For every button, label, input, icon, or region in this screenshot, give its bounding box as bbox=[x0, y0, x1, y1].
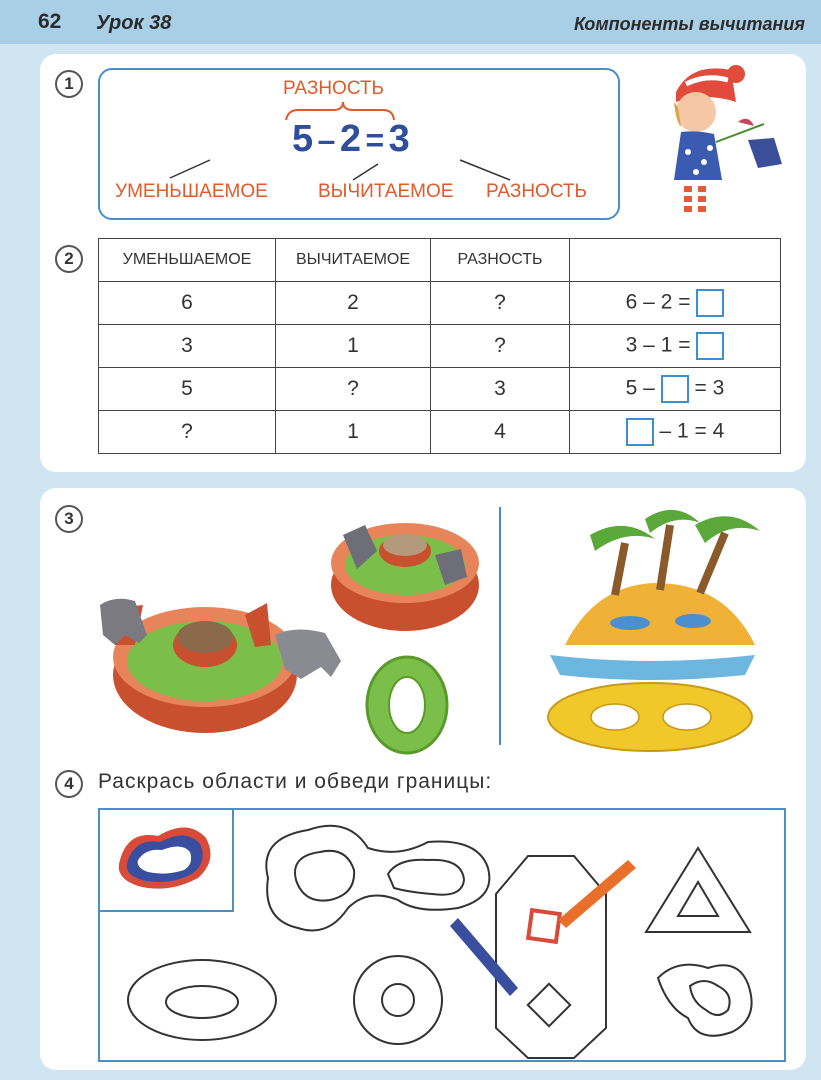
closed-fence-enclosure bbox=[331, 523, 479, 631]
header-expression bbox=[570, 239, 781, 282]
cell-subtrahend: ? bbox=[276, 368, 431, 411]
formula-equation bbox=[292, 118, 410, 161]
difference-label: РАЗНОСТЬ bbox=[486, 181, 588, 202]
cell-minuend: 6 bbox=[99, 282, 276, 325]
palm-island-illustration bbox=[550, 510, 760, 680]
cell-minuend: 3 bbox=[99, 325, 276, 368]
blue-pencil-icon bbox=[450, 918, 518, 996]
formula-minuend: 5 bbox=[292, 118, 314, 160]
table-header-row bbox=[99, 239, 781, 282]
cell-difference: ? bbox=[431, 325, 570, 368]
cell-minuend: ? bbox=[99, 411, 276, 454]
outline-ellipse-shape bbox=[128, 960, 276, 1040]
expression-left: 6 – 2 = bbox=[625, 290, 691, 314]
subtrahend-label: ВЫЧИТАЕМОЕ bbox=[318, 181, 454, 202]
difference-label-top: РАЗНОСТЬ bbox=[283, 78, 385, 99]
header-subtrahend: ВЫЧИТАЕМОЕ bbox=[276, 239, 431, 282]
outline-small-blob-shape bbox=[658, 965, 752, 1036]
yellow-oval-shape bbox=[548, 683, 752, 751]
outline-triangle-shape bbox=[646, 848, 750, 932]
answer-box[interactable] bbox=[696, 332, 724, 360]
orange-pencil-icon bbox=[558, 860, 636, 928]
formula-subtrahend: 2 bbox=[339, 118, 361, 160]
answer-box[interactable] bbox=[661, 375, 689, 403]
subtraction-table bbox=[98, 238, 781, 454]
cell-difference: ? bbox=[431, 282, 570, 325]
coloring-shapes bbox=[98, 808, 784, 1060]
outline-ring-shape bbox=[354, 956, 442, 1044]
page-title: Компоненты вычитания bbox=[573, 14, 805, 34]
table-row bbox=[99, 411, 781, 454]
task-number-4: 4 bbox=[55, 770, 83, 798]
formula-minus: – bbox=[317, 122, 336, 158]
task-number-1: 1 bbox=[55, 70, 83, 98]
task-number-2: 2 bbox=[55, 245, 83, 273]
expression-left: 5 – bbox=[625, 376, 655, 400]
table-row bbox=[99, 368, 781, 411]
expression-left: 3 – 1 = bbox=[625, 333, 691, 357]
task3-illustrations bbox=[95, 495, 795, 755]
cell-expression bbox=[570, 411, 781, 454]
header-difference: РАЗНОСТЬ bbox=[431, 239, 570, 282]
cell-subtrahend: 1 bbox=[276, 411, 431, 454]
page-number: 62 bbox=[38, 10, 62, 33]
cell-expression bbox=[570, 325, 781, 368]
expression-right: = 3 bbox=[694, 376, 725, 400]
answer-box[interactable] bbox=[696, 289, 724, 317]
cell-subtrahend: 2 bbox=[276, 282, 431, 325]
minuend-label: УМЕНЬШАЕМОЕ bbox=[115, 181, 268, 202]
expression-right: – 1 = 4 bbox=[659, 419, 725, 443]
cell-difference: 3 bbox=[431, 368, 570, 411]
table-row bbox=[99, 282, 781, 325]
girl-with-flower-illustration bbox=[636, 62, 796, 222]
formula-equals: = bbox=[365, 122, 385, 158]
cell-expression bbox=[570, 368, 781, 411]
cell-difference: 4 bbox=[431, 411, 570, 454]
cell-subtrahend: 1 bbox=[276, 325, 431, 368]
outline-hexagon-shape bbox=[496, 856, 606, 1058]
outline-blob-shape bbox=[266, 826, 489, 931]
formula-difference: 3 bbox=[388, 118, 410, 160]
lesson-title: Урок 38 bbox=[96, 12, 172, 34]
answer-box[interactable] bbox=[626, 418, 654, 446]
cell-minuend: 5 bbox=[99, 368, 276, 411]
task4-instruction: Раскрась области и обведи границы: bbox=[98, 770, 493, 793]
task-number-3: 3 bbox=[55, 505, 83, 533]
cell-expression bbox=[570, 282, 781, 325]
table-row bbox=[99, 325, 781, 368]
header-minuend: УМЕНЬШАЕМОЕ bbox=[99, 239, 276, 282]
page-header bbox=[0, 0, 821, 44]
